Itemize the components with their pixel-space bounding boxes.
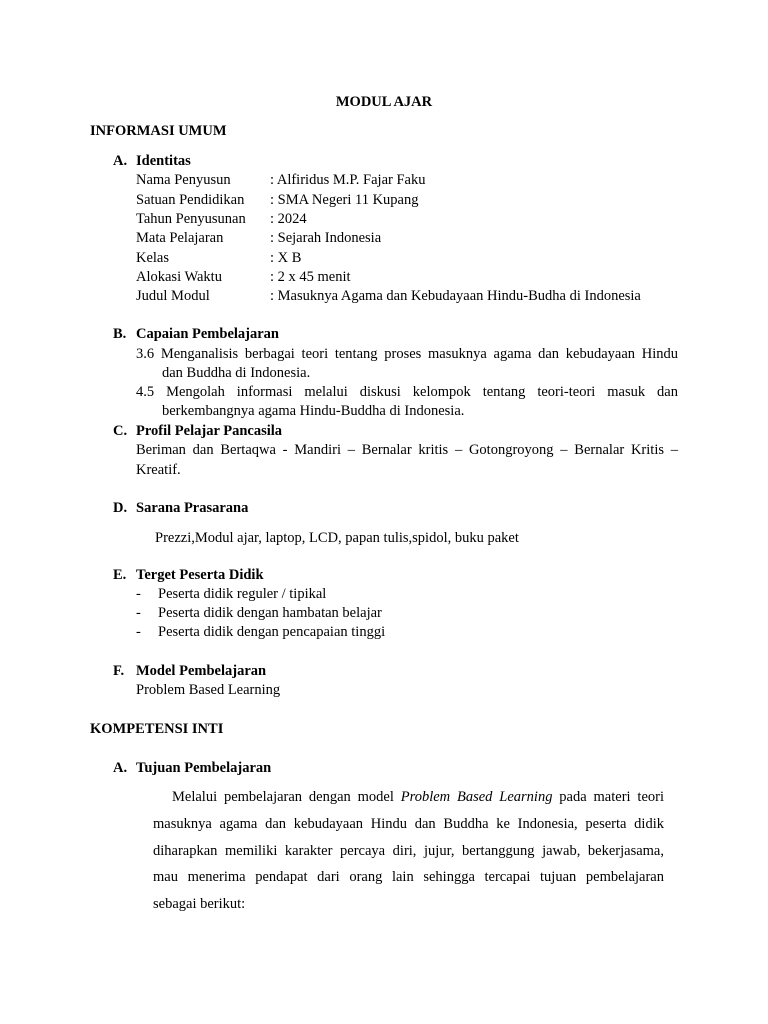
profil-text: Beriman dan Bertaqwa - Mandiri – Bernalar kritis – Gotongroyong – Bernalar Kritis –: [136, 442, 678, 458]
subheading-profil-pelajar: Profil Pelajar Pancasila: [136, 423, 283, 439]
list-marker-f: F.: [113, 663, 125, 679]
subheading-sarana-prasarana: Sarana Prasarana: [136, 500, 249, 516]
list-dash: -: [136, 605, 141, 621]
subheading-model-pembelajaran: Model Pembelajaran: [136, 663, 267, 679]
identitas-value: : Masuknya Agama dan Kebudayaan Hindu-Budha di Indonesia: [270, 288, 641, 304]
list-item-text: Peserta didik reguler / tipikal: [158, 586, 327, 602]
tujuan-text: pada materi teori: [552, 789, 664, 805]
list-marker-a: A.: [113, 153, 128, 169]
subheading-identitas: Identitas: [136, 153, 191, 169]
tujuan-line: sebagai berikut:: [153, 896, 246, 912]
tujuan-line: diharapkan memiliki karakter percaya diri, jujur, bertanggung jawab, bekerjasama,: [153, 843, 664, 859]
tujuan-line: mau menerima pendapat dari orang lain sehingga tercapai tujuan pembelajaran: [153, 869, 664, 885]
identitas-value: : Sejarah Indonesia: [270, 230, 382, 246]
sarana-text: Prezzi,Modul ajar, laptop, LCD, papan tulis,spidol, buku paket: [155, 530, 519, 546]
identitas-value: : 2024: [270, 211, 307, 227]
identitas-key: Tahun Penyusunan: [136, 211, 246, 227]
identitas-key: Kelas: [136, 250, 170, 266]
document-title: MODUL AJAR: [335, 94, 433, 110]
tujuan-line: masuknya agama dan kebudayaan Hindu dan Buddha ke Indonesia, peserta didik: [153, 816, 664, 832]
tujuan-text: Melalui pembelajaran dengan model: [172, 789, 401, 805]
subheading-target-peserta: Terget Peserta Didik: [136, 567, 264, 583]
capaian-item-3-6-cont: dan Buddha di Indonesia.: [162, 365, 311, 381]
capaian-item-4-5: 4.5 Mengolah informasi melalui diskusi kelompok tentang teori-teori masuk dan: [136, 384, 678, 400]
list-item-text: Peserta didik dengan pencapaian tinggi: [158, 624, 386, 640]
identitas-value: : SMA Negeri 11 Kupang: [270, 192, 419, 208]
list-marker-c: C.: [113, 423, 128, 439]
identitas-value: : 2 x 45 menit: [270, 269, 351, 285]
capaian-item-3-6: 3.6 Menganalisis berbagai teori tentang proses masuknya agama dan kebudayaan Hindu: [136, 346, 678, 362]
section-heading-kompetensi-inti: KOMPETENSI INTI: [90, 721, 224, 737]
list-dash: -: [136, 624, 141, 640]
identitas-value: : Alfiridus M.P. Fajar Faku: [270, 172, 426, 188]
identitas-key: Satuan Pendidikan: [136, 192, 245, 208]
identitas-value: : X B: [270, 250, 302, 266]
identitas-key: Alokasi Waktu: [136, 269, 222, 285]
list-dash: -: [136, 586, 141, 602]
subheading-tujuan-pembelajaran: Tujuan Pembelajaran: [136, 760, 272, 776]
list-marker-b: B.: [113, 326, 127, 342]
profil-text-cont: Kreatif.: [136, 462, 181, 478]
tujuan-model-name: Problem Based Learning: [400, 789, 553, 805]
list-item-text: Peserta didik dengan hambatan belajar: [158, 605, 382, 621]
subheading-capaian-pembelajaran: Capaian Pembelajaran: [136, 326, 279, 342]
identitas-key: Mata Pelajaran: [136, 230, 224, 246]
list-marker-a: A.: [113, 760, 128, 776]
list-marker-e: E.: [113, 567, 127, 583]
model-text: Problem Based Learning: [136, 682, 281, 698]
list-marker-d: D.: [113, 500, 128, 516]
identitas-key: Judul Modul: [136, 288, 210, 304]
section-heading-informasi-umum: INFORMASI UMUM: [90, 123, 227, 139]
identitas-key: Nama Penyusun: [136, 172, 231, 188]
capaian-item-4-5-cont: berkembangnya agama Hindu-Buddha di Indonesia.: [162, 403, 465, 419]
tujuan-line: [172, 789, 664, 806]
